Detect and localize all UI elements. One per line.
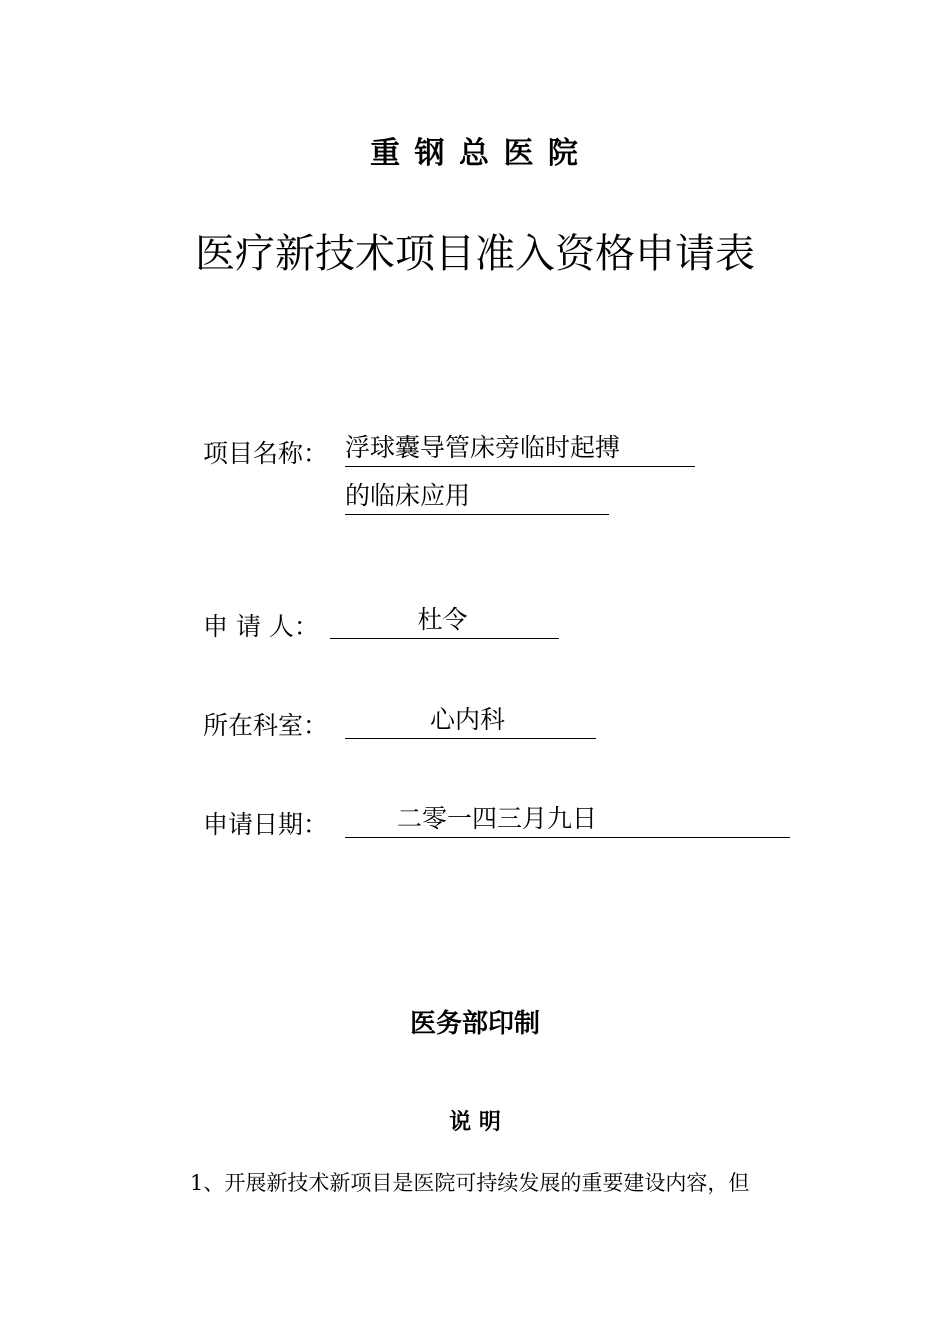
applicant-value bbox=[330, 604, 559, 639]
applicant-value-text: 杜令 bbox=[417, 605, 468, 634]
instructions-paragraph-1: 1、开展新技术新项目是医院可持续发展的重要建设内容，但 bbox=[190, 1171, 750, 1195]
project-name-label: 项目名称： bbox=[203, 439, 329, 468]
project-name-value-text-2: 的临床应用 bbox=[345, 481, 471, 510]
printed-by: 医务部印制 bbox=[409, 1009, 540, 1039]
instructions-heading: 说 明 bbox=[449, 1109, 501, 1135]
project-name-value-line1 bbox=[345, 432, 695, 467]
department-label: 所在科室： bbox=[203, 711, 329, 740]
application-date-value bbox=[345, 803, 790, 838]
application-date-value-text: 二零一四三月九日 bbox=[397, 804, 598, 833]
form-title: 医疗新技术项目准入资格申请表 bbox=[195, 231, 755, 277]
department-value-text: 心内科 bbox=[429, 705, 505, 734]
application-date-label: 申请日期： bbox=[203, 810, 329, 839]
applicant-label: 申 请 人： bbox=[203, 612, 319, 641]
project-name-value-text-1: 浮球囊导管床旁临时起搏 bbox=[345, 433, 621, 462]
department-value bbox=[345, 704, 596, 739]
project-name-value-line2 bbox=[345, 480, 609, 515]
hospital-name: 重 钢 总 医 院 bbox=[370, 136, 580, 171]
